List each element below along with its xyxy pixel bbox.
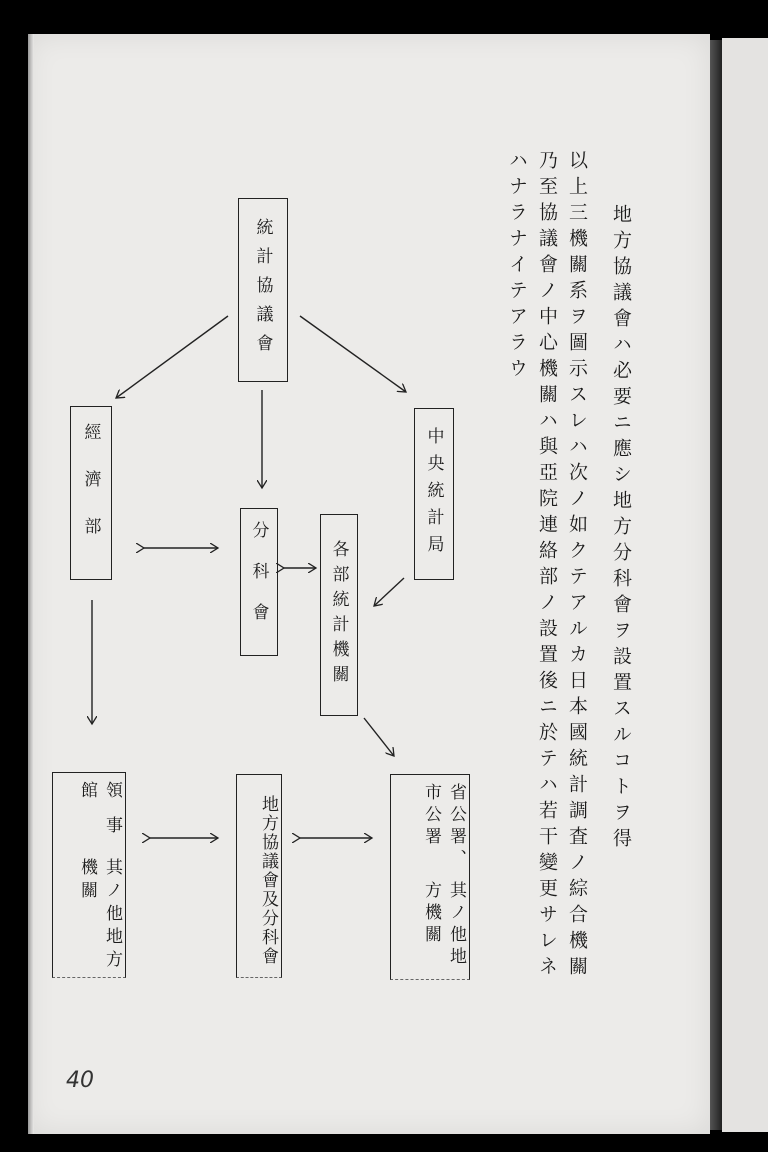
node-provincial-and-municipal-offices: 省公署、市公署 其ノ他地方機關 <box>390 774 470 980</box>
node-department-statistics-organs: 各部統計機關 <box>320 514 358 716</box>
node-subcommittee: 分科會 <box>240 508 278 656</box>
page-number: 40 <box>66 1068 94 1093</box>
node-local-council-and-subcommittee: 地方協議會及分科會 <box>236 774 282 978</box>
node-consulates-and-local-organs: 領事館 其ノ他地方機關 <box>52 772 126 978</box>
node-economic-dept: 經濟部 <box>70 406 112 580</box>
body-text-column-4: ハナラナイテアラウ <box>506 150 528 384</box>
node-central-statistics-bureau: 中央統計局 <box>414 408 454 580</box>
body-text-column-2: 以上三機關系ヲ圖示スレハ次ノ如クテアルカ日本國統計調査ノ綜合機關 <box>566 150 588 982</box>
arrow-central-to-dept-stats <box>374 578 404 606</box>
arrow-council-to-economic <box>116 316 228 398</box>
body-text-column-3: 乃至協議會ノ中心機關ハ與亞院連絡部ノ設置後ニ於テハ若干變更サレネ <box>536 150 558 982</box>
node-statistics-council: 統計協議會 <box>238 198 288 382</box>
body-text-column-1: 地方協議會ハ必要ニ應シ地方分科會ヲ設置スルコトヲ得 <box>610 204 632 854</box>
arrow-dept-stats-to-provincial <box>364 718 394 756</box>
arrow-council-to-central <box>300 316 406 392</box>
